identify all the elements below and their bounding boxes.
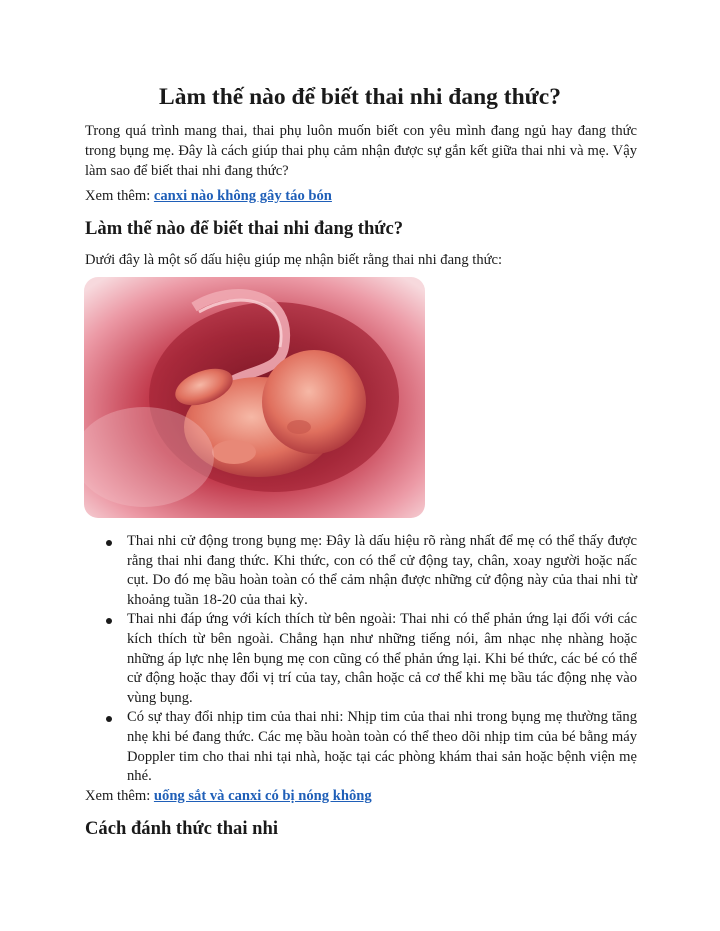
bullet-icon bbox=[106, 716, 112, 722]
see-also-1 bbox=[85, 188, 332, 205]
list-item-text: Có sự thay đổi nhịp tim của thai nhi: Nhịp tim của thai nhi trong bụng mẹ thường tăng nhẹ khi bé đang thức. Các mẹ bầu hoàn toàn có thể theo dõi nhịp tim của bé bằng máy Doppler tim cho thai nhi tại nhà, hoặc tại các phòng khám thai sản hoặc bệnh viện mẹ nhé. bbox=[127, 709, 637, 785]
section-heading-1: Làm thế nào để biết thai nhi đang thức? bbox=[85, 218, 404, 239]
list-item-text: Thai nhi đáp ứng với kích thích từ bên ngoài: Thai nhi có thể phản ứng lại đối với các kích thích từ bên ngoài. Chẳng hạn như những tiếng nói, âm nhạc nhẹ nhàng hoặc những áp lực nhẹ lên bụng mẹ con cũng có thể phản ứng lại. Khi bé thức, các bé có thể cử động hoặc thay đổi vị trí của tay, chân hoặc cả cơ thể khi mẹ bầu tác động nhẹ vào vùng bụng. bbox=[127, 611, 637, 706]
see-also-2 bbox=[85, 788, 372, 805]
list-item bbox=[85, 708, 637, 786]
article-title: Làm thế nào để biết thai nhi đang thức? bbox=[159, 84, 561, 110]
bullet-icon bbox=[106, 540, 112, 546]
list-item-text: Thai nhi cử động trong bụng mẹ: Đây là dấu hiệu rõ ràng nhất để mẹ có thể thấy được rằng thai nhi đang thức. Khi thức, con có thể cử động tay, chân, xoay người hoặc nấc cụt. Do đó mẹ bầu hoàn toàn có thể cảm nhận được những cử động này của thai nhi từ khoảng tuần 18-20 của thai kỳ. bbox=[127, 533, 637, 608]
see-also-2-link[interactable]: uống sắt và canxi có bị nóng không bbox=[153, 788, 372, 804]
see-also-1-link[interactable]: canxi nào không gây táo bón bbox=[153, 188, 332, 204]
list-item bbox=[85, 610, 637, 708]
section-heading-2: Cách đánh thức thai nhi bbox=[85, 818, 279, 839]
list-item bbox=[85, 532, 637, 610]
fetus-in-womb-image bbox=[84, 277, 425, 518]
bullet-icon bbox=[106, 618, 112, 624]
signs-list bbox=[85, 532, 637, 787]
see-also-2-prefix: Xem thêm: bbox=[85, 788, 154, 804]
see-also-1-prefix: Xem thêm: bbox=[85, 188, 154, 204]
lead-paragraph: Dưới đây là một số dấu hiệu giúp mẹ nhận biết rằng thai nhi đang thức: bbox=[85, 252, 503, 268]
intro-paragraph: Trong quá trình mang thai, thai phụ luôn muốn biết con yêu mình đang ngủ hay đang thức trong bụng mẹ. Đây là cách giúp thai phụ cảm nhận được sự gắn kết giữa thai nhi và mẹ. Vậy làm sao để biết thai nhi đang thức? bbox=[85, 123, 637, 179]
